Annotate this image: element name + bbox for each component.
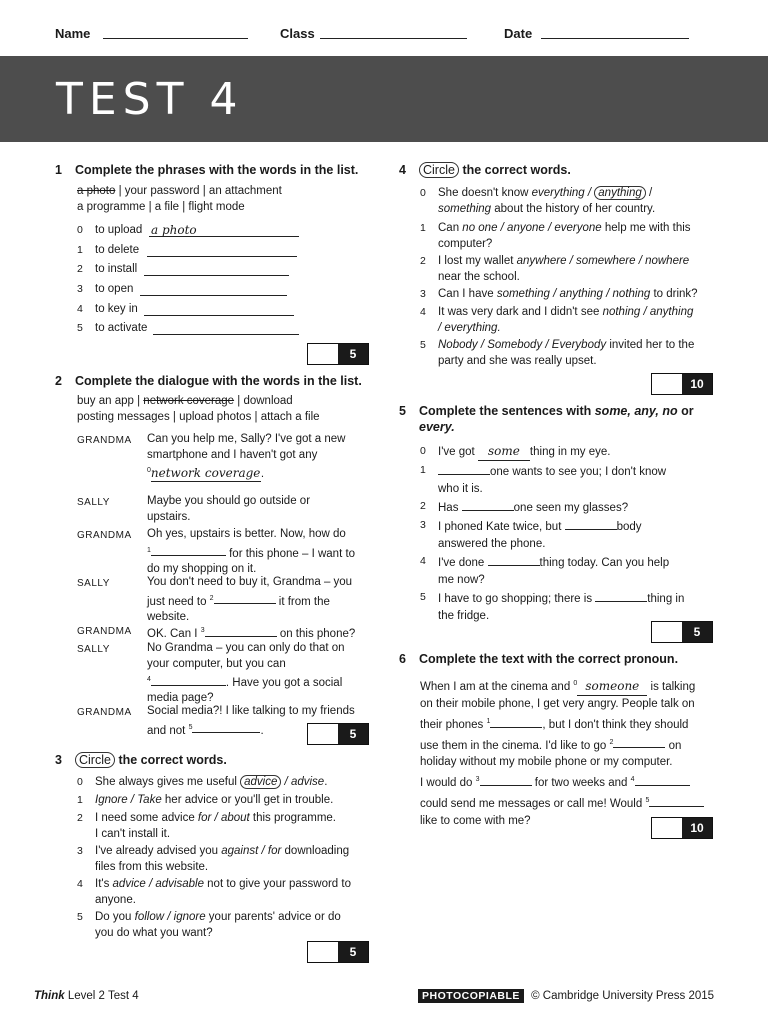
q1-answer-field[interactable] xyxy=(153,320,299,335)
q2-answer-field[interactable] xyxy=(151,543,226,556)
q5-item: 5 I have to go shopping; there is thing in the fridge. xyxy=(420,591,685,622)
q1-item: 1 to delete xyxy=(77,242,307,260)
q2-score-box[interactable]: 5 xyxy=(307,723,369,745)
dialogue-line: SALLY You don't need to buy it, Grandma – you just need to $^2$ it from the website. xyxy=(77,576,353,623)
q6-heading: 6 Complete the text with the correct pronoun. xyxy=(399,652,679,666)
q3-item: 1 Ignore / Take her advice or you'll get in trouble. xyxy=(77,794,334,806)
circle-word: Circle xyxy=(75,752,115,768)
page-title: TEST 4 xyxy=(56,74,244,125)
footer-copyright: PHOTOCOPIABLE © Cambridge University Press 2015 xyxy=(418,990,714,1002)
q6-answer-field[interactable] xyxy=(480,773,532,786)
q6-score-box[interactable]: 10 xyxy=(651,817,713,839)
q5-item: 2 Has one seen my glasses? xyxy=(420,500,629,514)
q1-answer-field[interactable] xyxy=(144,301,294,316)
q5-answer-field[interactable] xyxy=(488,553,540,566)
q3-score-box[interactable]: 5 xyxy=(307,941,369,963)
name-label: Name xyxy=(55,26,91,41)
q5-answer-field[interactable] xyxy=(565,517,617,530)
q1-item: 2 to install xyxy=(77,261,307,279)
q1-heading: 1 Complete the phrases with the words in the list. xyxy=(55,163,359,177)
q5-answer-field[interactable] xyxy=(595,589,647,602)
circled-answer: anything xyxy=(594,186,645,200)
date-field[interactable] xyxy=(541,38,689,39)
dialogue-line: GRANDMA OK. Can I $^3$ on this phone? xyxy=(77,623,377,641)
dialogue-line: GRANDMA Social media?! I like talking to my friends and not $^5$ . xyxy=(77,705,355,737)
q1-example-answer: a photo xyxy=(151,223,197,237)
q3-item: 4 It's advice / advisable not to give your password to anyone. xyxy=(77,878,351,906)
q5-score-box[interactable]: 5 xyxy=(651,621,713,643)
q6-answer-field[interactable] xyxy=(490,715,542,728)
footer-book: Think Level 2 Test 4 xyxy=(34,990,139,1002)
class-label: Class xyxy=(280,26,315,41)
dialogue-line: SALLY Maybe you should go outside or upstairs. xyxy=(77,495,311,523)
q5-item: 4 I've done thing today. Can you help me now? xyxy=(420,555,670,586)
class-field[interactable] xyxy=(320,38,467,39)
dialogue-line: GRANDMA Can you help me, Sally? I've got a new smartphone and I haven't got any $^0$network coverage. xyxy=(77,432,377,494)
q1-item: 0 to upload a photo xyxy=(77,222,307,240)
q6-example-answer[interactable]: someone xyxy=(577,678,647,696)
circled-answer: advice xyxy=(240,775,281,789)
q5-answer-field[interactable] xyxy=(462,498,514,511)
q1-item: 5 to activate xyxy=(77,320,307,338)
q2-answer-field[interactable] xyxy=(151,673,226,686)
q5-item: 0 I've got some thing in my eye. xyxy=(420,443,720,462)
title-banner xyxy=(0,56,768,142)
q2-word-list: buy an app | network coverage | download posting messages | upload photos | attach a file xyxy=(77,395,320,423)
q3-items xyxy=(77,775,377,943)
q2-dialogue xyxy=(77,432,377,737)
q2-heading: 2 Complete the dialogue with the words in the list. xyxy=(55,374,362,388)
q1-item: 3 to open xyxy=(77,281,307,299)
q5-item: 1 one wants to see you; I don't know who it is. xyxy=(420,464,667,495)
q5-answer-field[interactable] xyxy=(438,462,490,475)
dialogue-line: SALLY No Grandma – you can only do that on your computer, but you can $^4$ . Have you got a social media page? xyxy=(77,642,345,705)
q4-item: 5 Nobody / Somebody / Everybody invited her to the party and she was really upset. xyxy=(420,339,695,367)
q4-item: 0 She doesn't know everything / anything / something about the history of her country. xyxy=(420,187,656,215)
q5-items xyxy=(420,443,720,625)
q1-word-list: a photo | your password | an attachment a programme | a file | flight mode xyxy=(77,185,282,213)
q2-example-answer[interactable]: network coverage xyxy=(151,466,261,483)
q1-answer-field[interactable] xyxy=(144,261,289,276)
q4-item: 3 Can I have something / anything / nothing to drink? xyxy=(420,288,698,300)
photocopiable-badge: PHOTOCOPIABLE xyxy=(418,989,524,1003)
q6-answer-field[interactable] xyxy=(649,794,704,807)
q1-score-box[interactable]: 5 xyxy=(307,343,369,365)
q4-score-box[interactable]: 10 xyxy=(651,373,713,395)
q4-item: 4 It was very dark and I didn't see nothing / anything / everything. xyxy=(420,306,694,334)
name-field[interactable] xyxy=(103,38,248,39)
q2-answer-field[interactable] xyxy=(205,624,277,637)
q5-item: 3 I phoned Kate twice, but body answered the phone. xyxy=(420,519,642,550)
q4-item: 1 Can no one / anyone / everyone help me with this computer? xyxy=(420,222,691,250)
q2-answer-field[interactable] xyxy=(192,720,260,733)
q1-answer-field[interactable] xyxy=(147,242,297,257)
dialogue-line: GRANDMA Oh yes, upstairs is better. Now, how do $^1$ for this phone – I want to do my shopping on it. xyxy=(77,528,356,575)
q5-example-answer[interactable]: some xyxy=(478,443,530,461)
q3-item: 5 Do you follow / ignore your parents' advice or do you do what you want? xyxy=(77,911,341,939)
q6-answer-field[interactable] xyxy=(635,773,690,786)
q3-heading: 3 Circle the correct words. xyxy=(55,753,227,767)
q3-item: 2 I need some advice for / about this programme. I can't install it. xyxy=(77,812,336,840)
q3-item: 0 She always gives me useful advice / advise. xyxy=(77,776,328,788)
q5-heading: 5 Complete the sentences with some, any, no or every. xyxy=(399,404,694,434)
q4-heading: 4 Circle the correct words. xyxy=(399,163,571,177)
q3-item: 3 I've already advised you against / for downloading files from this website. xyxy=(77,845,350,873)
q2-answer-field[interactable] xyxy=(214,591,276,604)
q6-text: When I am at the cinema and $^0$ someone is talking on their mobile phone, I get very angry. People talk on their phones $^1$ , but I don't think they should use them in the cinema. I'd like to go $^2$ on holiday without my mobile phone or my computer. I would do $^3$ for two weeks and $^4$ could send me messages or call me! Would $^5$ like to come with me? xyxy=(420,675,720,830)
q4-items xyxy=(420,185,720,370)
q1-item: 4 to key in xyxy=(77,301,307,319)
q1-answer-field[interactable] xyxy=(140,281,287,296)
q4-item: 2 I lost my wallet anywhere / somewhere / nowhere near the school. xyxy=(420,255,690,283)
date-label: Date xyxy=(504,26,533,41)
circle-word: Circle xyxy=(419,162,459,178)
q6-answer-field[interactable] xyxy=(613,735,665,748)
